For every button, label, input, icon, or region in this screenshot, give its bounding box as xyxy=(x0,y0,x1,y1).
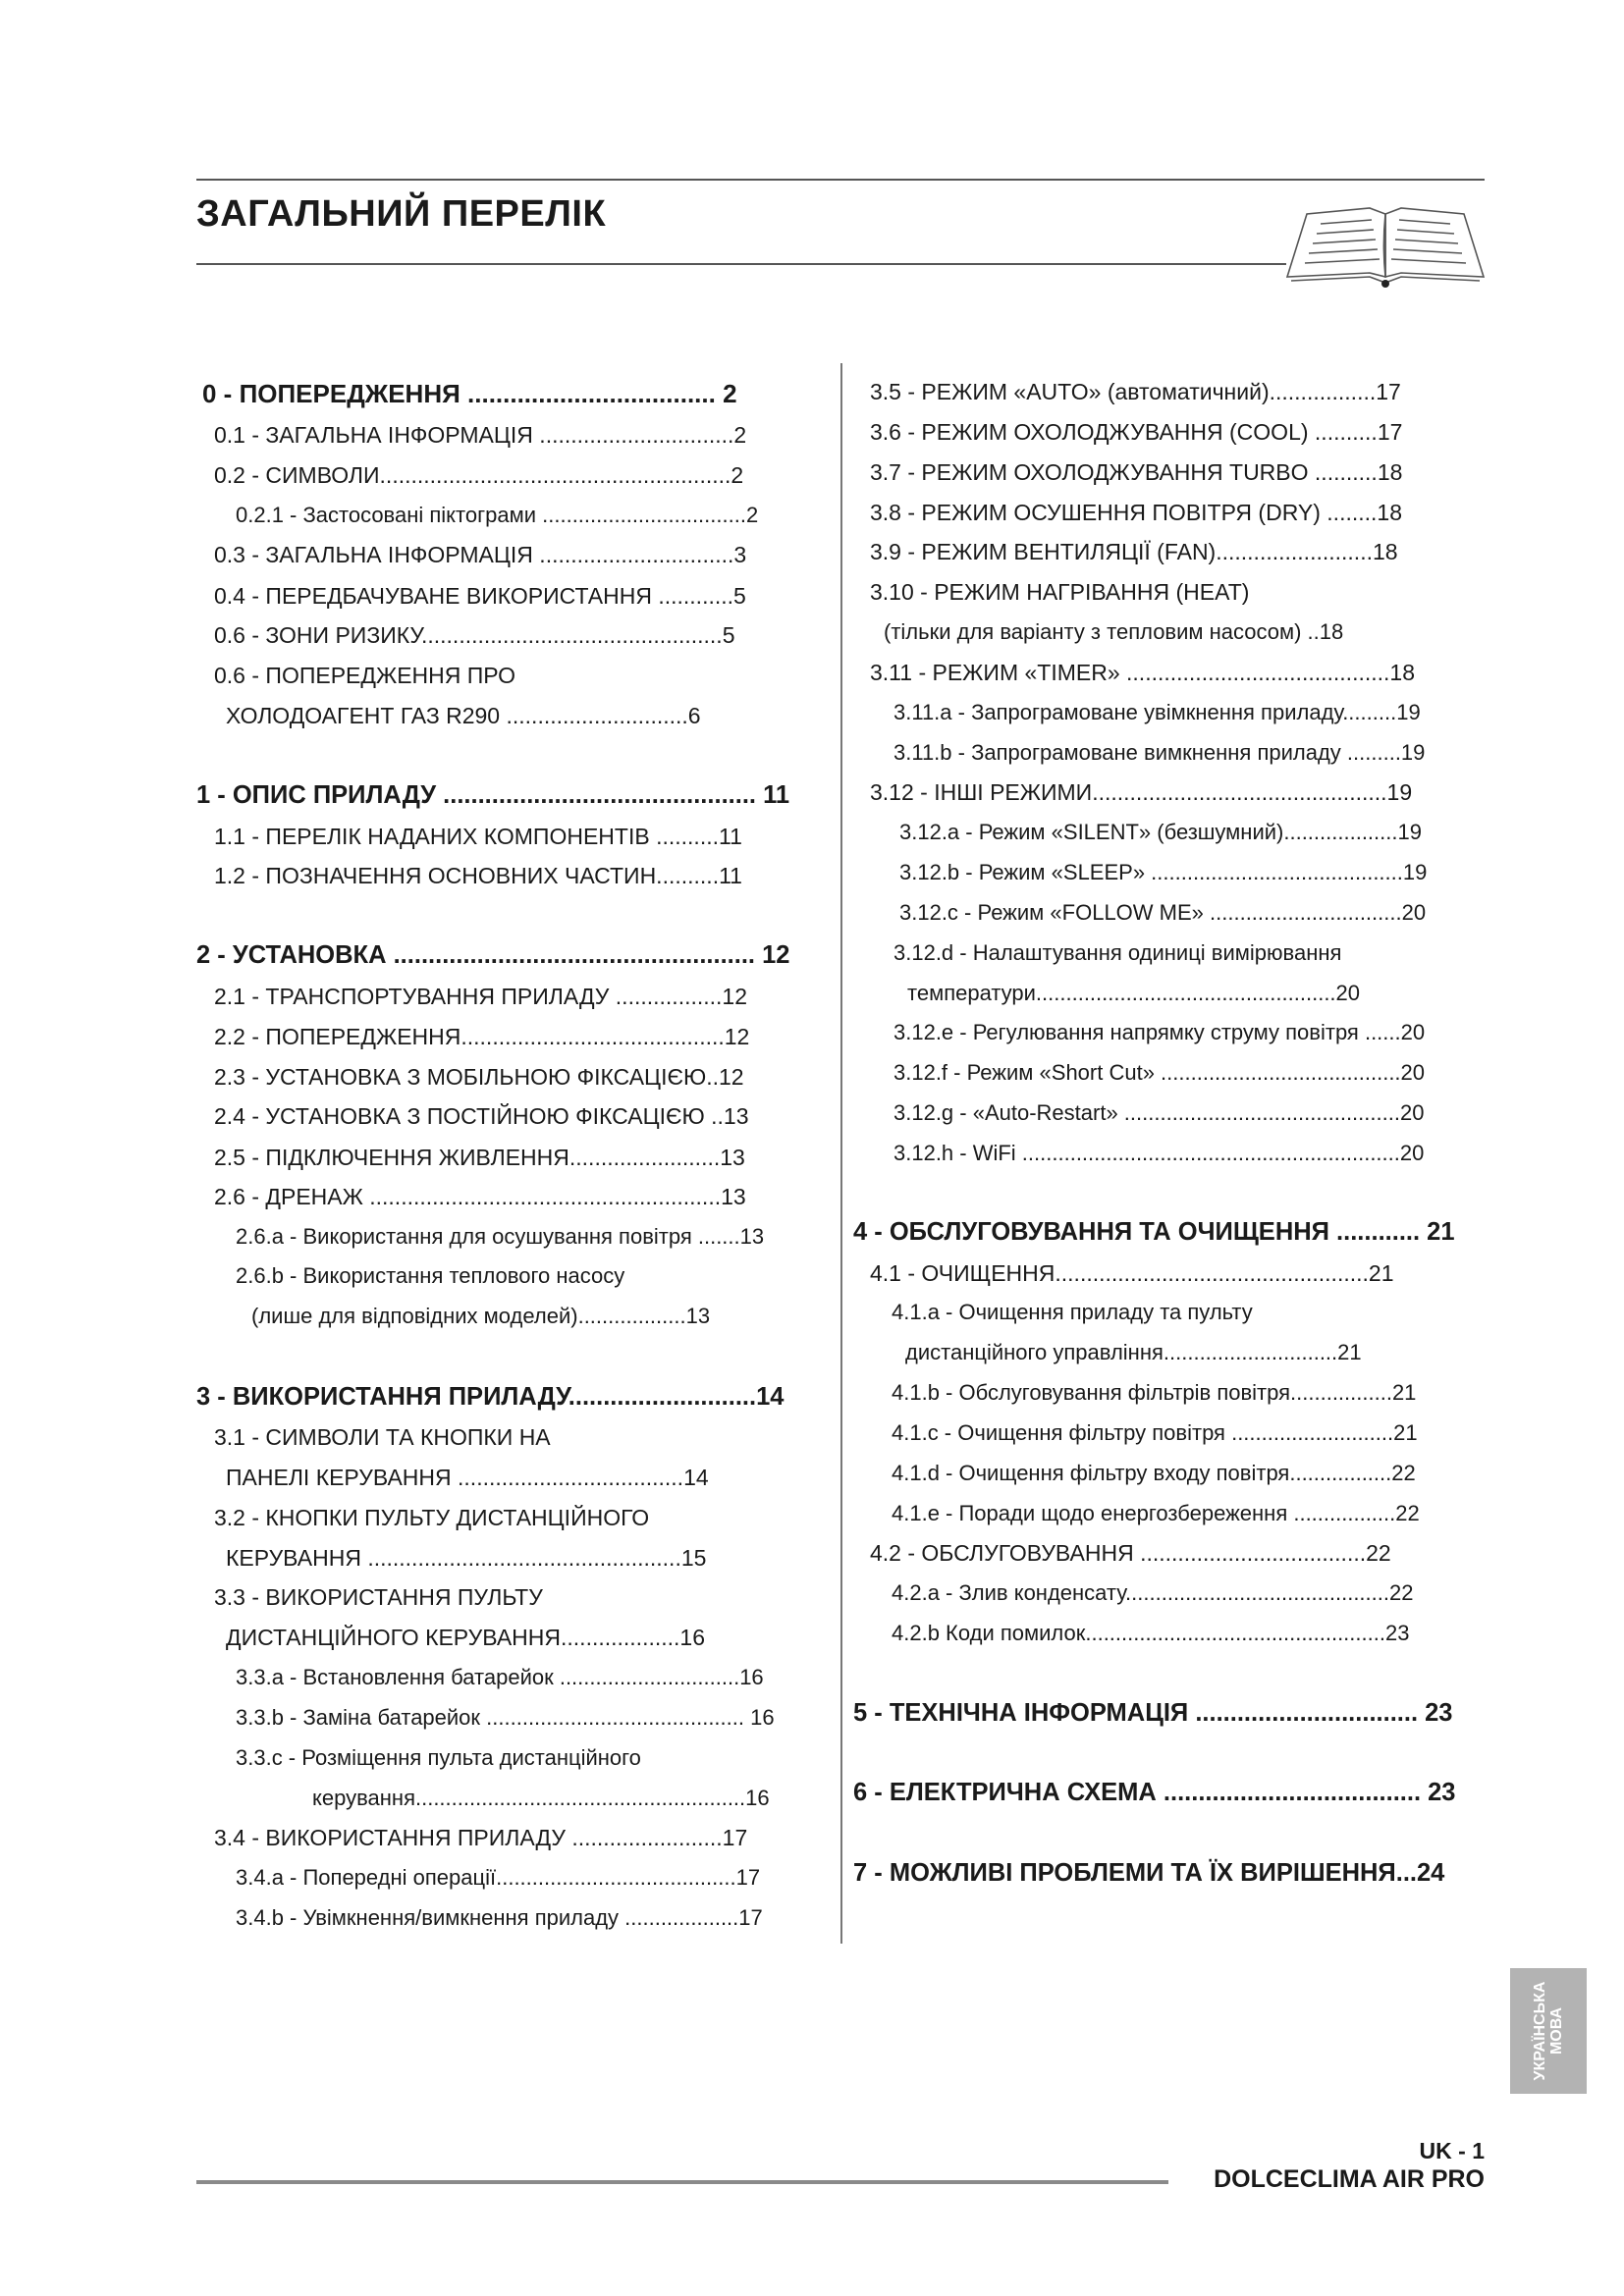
footer-rule xyxy=(196,2180,1168,2184)
toc-entry-2-3[interactable]: 2.3 - УСТАНОВКА З МОБІЛЬНОЮ ФІКСАЦІЄЮ..12 xyxy=(214,1064,744,1090)
toc-section-6[interactable]: 6 - ЕЛЕКТРИЧНА СХЕМА ..................................... 23 xyxy=(853,1779,1456,1806)
page-title: ЗАГАЛЬНИЙ ПЕРЕЛІК xyxy=(196,193,607,235)
header-top-rule xyxy=(196,179,1485,181)
toc-entry-3-4-b[interactable]: 3.4.b - Увімкнення/вимкнення приладу ...................17 xyxy=(236,1905,763,1930)
toc-entry-3-3-b[interactable]: 3.3.b - Заміна батарейок ........................................... 16 xyxy=(236,1705,775,1730)
toc-section-0[interactable]: 0 - ПОПЕРЕДЖЕННЯ ................................... 2 xyxy=(202,379,737,408)
toc-entry-4-1-c[interactable]: 4.1.c - Очищення фільтру повітря ...........................21 xyxy=(892,1420,1418,1445)
toc-entry-3-12-b[interactable]: 3.12.b - Режим «SLEEP» ..........................................19 xyxy=(899,860,1428,884)
toc-entry-4-1-a-cont[interactable]: дистанційного управління.............................21 xyxy=(905,1340,1362,1364)
language-side-tab-line2: МОВА xyxy=(1548,2006,1565,2056)
toc-entry-3-3-a[interactable]: 3.3.a - Встановлення батарейок ..............................16 xyxy=(236,1665,764,1689)
toc-entry-4-2-a[interactable]: 4.2.a - Злив конденсату............................................22 xyxy=(892,1580,1414,1605)
toc-entry-3-12-a[interactable]: 3.12.a - Режим «SILENT» (безшумний)...................19 xyxy=(899,820,1422,844)
toc-section-4[interactable]: 4 - ОБСЛУГОВУВАННЯ ТА ОЧИЩЕННЯ ............ 21 xyxy=(853,1218,1455,1246)
toc-entry-3-7[interactable]: 3.7 - РЕЖИМ ОХОЛОДЖУВАННЯ TURBO ..........18 xyxy=(870,459,1403,485)
toc-entry-4-1-b[interactable]: 4.1.b - Обслуговування фільтрів повітря.................21 xyxy=(892,1380,1417,1405)
toc-entry-0-2-1[interactable]: 0.2.1 - Застосовані піктограми ..................................2 xyxy=(236,503,759,527)
column-separator xyxy=(840,363,842,1944)
page-number: UK - 1 xyxy=(1419,2138,1485,2163)
toc-entry-3-3-cont[interactable]: ДИСТАНЦІЙНОГО КЕРУВАННЯ...................16 xyxy=(226,1625,705,1650)
toc-entry-3-12-d-cont[interactable]: температури..................................................20 xyxy=(907,981,1361,1005)
toc-entry-4-1-a[interactable]: 4.1.a - Очищення приладу та пульту xyxy=(892,1300,1253,1324)
toc-entry-3-8[interactable]: 3.8 - РЕЖИМ ОСУШЕННЯ ПОВІТРЯ (DRY) ........18 xyxy=(870,500,1402,525)
toc-entry-3-12-c[interactable]: 3.12.c - Режим «FOLLOW ME» ................................20 xyxy=(899,900,1427,925)
toc-entry-4-1-e[interactable]: 4.1.e - Поради щодо енергозбереження .................22 xyxy=(892,1501,1420,1525)
toc-entry-0-1[interactable]: 0.1 - ЗАГАЛЬНА ІНФОРМАЦІЯ ...............................2 xyxy=(214,422,747,448)
product-name: DOLCECLIMA AIR PRO xyxy=(1214,2165,1485,2193)
toc-entry-0-6a[interactable]: 0.6 - ЗОНИ РИЗИКУ................................................5 xyxy=(214,622,735,648)
open-book-icon xyxy=(1281,194,1489,289)
toc-entry-3-4-a[interactable]: 3.4.a - Попередні операції........................................17 xyxy=(236,1865,761,1890)
toc-entry-3-9[interactable]: 3.9 - РЕЖИМ ВЕНТИЛЯЦІЇ (FAN).........................18 xyxy=(870,539,1398,564)
toc-entry-0-2[interactable]: 0.2 - СИМВОЛИ........................................................2 xyxy=(214,462,744,488)
toc-entry-2-1[interactable]: 2.1 - ТРАНСПОРТУВАННЯ ПРИЛАДУ .................12 xyxy=(214,984,748,1009)
toc-entry-2-6[interactable]: 2.6 - ДРЕНАЖ ........................................................13 xyxy=(214,1184,746,1209)
toc-entry-2-6-a[interactable]: 2.6.a - Використання для осушування повітря .......13 xyxy=(236,1224,765,1249)
toc-entry-3-5[interactable]: 3.5 - РЕЖИМ «AUTO» (автоматичний).................17 xyxy=(870,379,1401,404)
toc-section-2[interactable]: 2 - УСТАНОВКА .................................................... 12 xyxy=(196,941,790,969)
toc-entry-0-6b-cont[interactable]: ХОЛОДОАГЕНТ ГАЗ R290 .............................6 xyxy=(226,703,701,728)
toc-section-7[interactable]: 7 - МОЖЛИВІ ПРОБЛЕМИ ТА ЇХ ВИРІШЕННЯ...24 xyxy=(853,1859,1445,1887)
toc-entry-3-1-cont[interactable]: ПАНЕЛІ КЕРУВАННЯ ....................................14 xyxy=(226,1465,709,1490)
toc-entry-2-4[interactable]: 2.4 - УСТАНОВКА З ПОСТІЙНОЮ ФІКСАЦІЄЮ ..13 xyxy=(214,1103,749,1129)
toc-entry-3-11[interactable]: 3.11 - РЕЖИМ «TIMER» ..........................................18 xyxy=(870,660,1415,685)
toc-entry-3-12-f[interactable]: 3.12.f - Режим «Short Cut» ........................................20 xyxy=(893,1060,1426,1085)
toc-entry-3-2[interactable]: 3.2 - КНОПКИ ПУЛЬТУ ДИСТАНЦІЙНОГО xyxy=(214,1505,650,1530)
toc-entry-3-12-g[interactable]: 3.12.g - «Auto-Restart» ..............................................20 xyxy=(893,1100,1425,1125)
header-bottom-rule xyxy=(196,263,1286,265)
toc-entry-1-1[interactable]: 1.1 - ПЕРЕЛІК НАДАНИХ КОМПОНЕНТІВ ..........11 xyxy=(214,824,742,849)
toc-entry-2-2[interactable]: 2.2 - ПОПЕРЕДЖЕННЯ..........................................12 xyxy=(214,1024,750,1049)
toc-entry-2-6-b[interactable]: 2.6.b - Використання теплового насосу xyxy=(236,1263,625,1288)
language-side-tab xyxy=(1510,1968,1587,2094)
toc-entry-3-2-cont[interactable]: КЕРУВАННЯ ..................................................15 xyxy=(226,1545,707,1571)
toc-entry-3-1[interactable]: 3.1 - СИМВОЛИ ТА КНОПКИ НА xyxy=(214,1424,551,1450)
toc-entry-3-3[interactable]: 3.3 - ВИКОРИСТАННЯ ПУЛЬТУ xyxy=(214,1584,543,1610)
toc-entry-4-1[interactable]: 4.1 - ОЧИЩЕННЯ..................................................21 xyxy=(870,1260,1394,1286)
toc-entry-4-2-b[interactable]: 4.2.b Коди помилок..................................................23 xyxy=(892,1621,1410,1645)
language-side-tab-label xyxy=(1532,1982,1565,2081)
toc-entry-3-10[interactable]: 3.10 - РЕЖИМ НАГРІВАННЯ (HEAT) xyxy=(870,579,1250,605)
toc-entry-3-11-b[interactable]: 3.11.b - Запрограмоване вимкнення приладу .........19 xyxy=(893,740,1426,765)
toc-entry-0-3[interactable]: 0.3 - ЗАГАЛЬНА ІНФОРМАЦІЯ ...............................3 xyxy=(214,542,747,567)
toc-entry-3-6[interactable]: 3.6 - РЕЖИМ ОХОЛОДЖУВАННЯ (COOL) ..........17 xyxy=(870,419,1403,445)
toc-entry-3-12[interactable]: 3.12 - ІНШІ РЕЖИМИ...............................................19 xyxy=(870,779,1413,805)
toc-entry-2-6-b-cont[interactable]: (лише для відповідних моделей)..................13 xyxy=(251,1304,711,1328)
toc-entry-0-6b[interactable]: 0.6 - ПОПЕРЕДЖЕННЯ ПРО xyxy=(214,663,516,688)
toc-entry-3-12-d[interactable]: 3.12.d - Налаштування одиниці вимірювання xyxy=(893,940,1342,965)
toc-entry-3-3-c-cont[interactable]: керування.......................................................16 xyxy=(312,1786,770,1810)
toc-entry-3-12-h[interactable]: 3.12.h - WiFi ...............................................................20 xyxy=(893,1141,1425,1165)
toc-entry-1-2[interactable]: 1.2 - ПОЗНАЧЕННЯ ОСНОВНИХ ЧАСТИН..........11 xyxy=(214,863,742,888)
toc-section-3[interactable]: 3 - ВИКОРИСТАННЯ ПРИЛАДУ...........................14 xyxy=(196,1383,785,1411)
toc-entry-0-4[interactable]: 0.4 - ПЕРЕДБАЧУВАНЕ ВИКОРИСТАННЯ ............5 xyxy=(214,583,746,609)
toc-entry-3-3-c[interactable]: 3.3.c - Розміщення пульта дистанційного xyxy=(236,1745,641,1770)
toc-entry-4-1-d[interactable]: 4.1.d - Очищення фільтру входу повітря.................22 xyxy=(892,1461,1416,1485)
toc-entry-3-4[interactable]: 3.4 - ВИКОРИСТАННЯ ПРИЛАДУ ........................17 xyxy=(214,1825,748,1850)
toc-entry-3-10-cont[interactable]: (тільки для варіанту з тепловим насосом) ..18 xyxy=(884,619,1344,644)
toc-section-1[interactable]: 1 - ОПИС ПРИЛАДУ ............................................. 11 xyxy=(196,781,790,809)
toc-section-5[interactable]: 5 - ТЕХНІЧНА ІНФОРМАЦІЯ ................................ 23 xyxy=(853,1699,1453,1727)
toc-entry-3-12-e[interactable]: 3.12.e - Регулювання напрямку струму повітря ......20 xyxy=(893,1020,1426,1044)
language-side-tab-line1: УКРАЇНСЬКА xyxy=(1532,1981,1548,2081)
toc-entry-4-2[interactable]: 4.2 - ОБСЛУГОВУВАННЯ ....................................22 xyxy=(870,1540,1391,1566)
toc-entry-2-5[interactable]: 2.5 - ПІДКЛЮЧЕННЯ ЖИВЛЕННЯ........................13 xyxy=(214,1145,745,1170)
toc-entry-3-11-a[interactable]: 3.11.a - Запрограмоване увімкнення приладу.........19 xyxy=(893,700,1421,724)
